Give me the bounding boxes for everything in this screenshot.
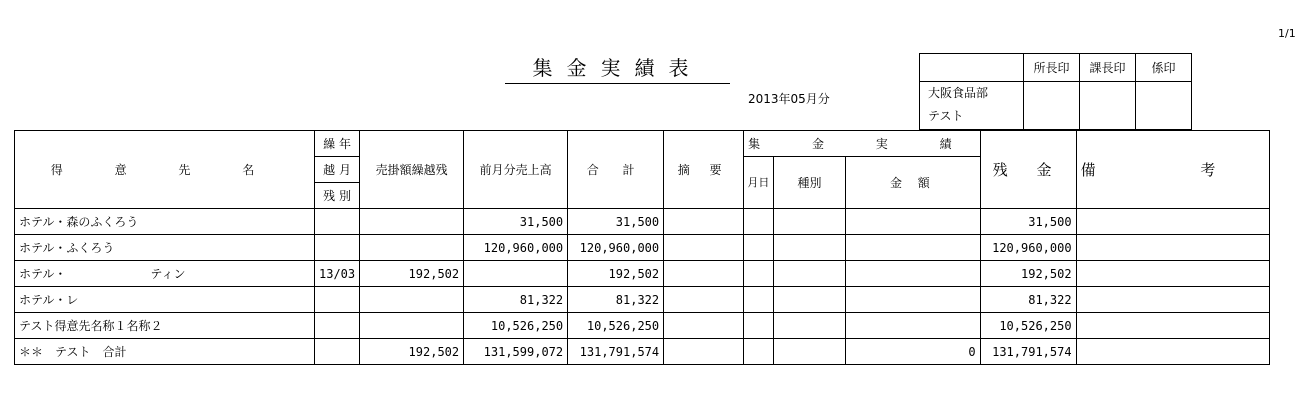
collection-table [14,130,1270,365]
header-balance: 残 金 [980,131,1076,209]
balance-value: 10,526,250 [980,313,1076,339]
table-row [15,209,1270,235]
type-value [773,261,846,287]
summary-value [664,235,744,261]
page-number: 1/1 [1278,27,1296,40]
month-day-value [744,235,774,261]
year-month [315,313,360,339]
year-month [315,287,360,313]
department-name: 大阪食品部 [928,86,989,100]
stamp-header-clerk: 係印 [1136,54,1192,82]
remarks-value [1076,209,1270,235]
table-row [15,235,1270,261]
person-name: テスト [928,109,964,123]
ar-carry-value [360,313,464,339]
header-carry-line1: 繰 年 [315,131,360,157]
year-month [315,235,360,261]
month-day-value [744,209,774,235]
summary-value [664,339,744,365]
month-day-value [744,313,774,339]
ar-carry-value [360,287,464,313]
table-row [15,287,1270,313]
total-value: 31,500 [568,209,664,235]
year-month [315,339,360,365]
balance-value: 31,500 [980,209,1076,235]
summary-value [664,313,744,339]
customer-name: ホテル・ふくろう [15,235,315,261]
year-month: 13/03 [315,261,360,287]
approval-box [919,53,1192,130]
amount-value [846,313,980,339]
remarks-value [1076,313,1270,339]
remarks-value [1076,339,1270,365]
report-title: 集金実績表 [505,55,730,84]
ar-carry-value [360,209,464,235]
remarks-value [1076,287,1270,313]
prev-sales-value: 10,526,250 [464,313,568,339]
balance-value: 192,502 [980,261,1076,287]
year-month [315,209,360,235]
remarks-value [1076,261,1270,287]
balance-value: 131,791,574 [980,339,1076,365]
remarks-value [1076,235,1270,261]
approval-blank-cell [920,54,1024,82]
header-type: 種別 [773,157,846,209]
amount-value: 0 [846,339,980,365]
ar-carry-value [360,235,464,261]
stamp-box-manager [1024,82,1080,130]
header-carry-line3: 残 別 [315,183,360,209]
total-value: 192,502 [568,261,664,287]
header-prev-sales: 前月分売上高 [464,131,568,209]
month-day-value [744,287,774,313]
header-ar-carry: 売掛額繰越残 [360,131,464,209]
prev-sales-value [464,261,568,287]
type-value [773,313,846,339]
department-cell [920,82,1024,130]
ar-carry-value: 192,502 [360,261,464,287]
prev-sales-value: 81,322 [464,287,568,313]
month-day-value [744,339,774,365]
prev-sales-value: 131,599,072 [464,339,568,365]
amount-value [846,287,980,313]
balance-value: 120,960,000 [980,235,1076,261]
customer-name: テスト得意先名称１名称２ [15,313,315,339]
customer-name: ＊＊ テスト 合計 [15,339,315,365]
summary-value [664,287,744,313]
header-total: 合 計 [568,131,664,209]
customer-name: ホテル・レ [15,287,315,313]
customer-name: ホテル・森のふくろう [15,209,315,235]
header-collection: 集 金 実 績 [744,131,980,157]
stamp-header-section-chief: 課長印 [1080,54,1136,82]
header-remarks: 備 考 [1076,131,1270,209]
stamp-box-section-chief [1080,82,1136,130]
total-value: 120,960,000 [568,235,664,261]
header-carry-line2: 越 月 [315,157,360,183]
type-value [773,209,846,235]
amount-value [846,209,980,235]
table-row [15,313,1270,339]
amount-value [846,235,980,261]
summary-value [664,209,744,235]
amount-value [846,261,980,287]
prev-sales-value: 31,500 [464,209,568,235]
total-value: 131,791,574 [568,339,664,365]
type-value [773,235,846,261]
total-value: 10,526,250 [568,313,664,339]
header-customer: 得 意 先 名 [15,131,315,209]
report-period: 2013年05月分 [748,92,830,106]
header-summary: 摘 要 [664,131,744,209]
stamp-header-manager: 所長印 [1024,54,1080,82]
table-row [15,261,1270,287]
total-row [15,339,1270,365]
summary-value [664,261,744,287]
type-value [773,339,846,365]
header-amount: 金 額 [846,157,980,209]
customer-name: ホテル・ ティン [15,261,315,287]
header-month-day: 月日 [744,157,774,209]
ar-carry-value: 192,502 [360,339,464,365]
type-value [773,287,846,313]
balance-value: 81,322 [980,287,1076,313]
month-day-value [744,261,774,287]
prev-sales-value: 120,960,000 [464,235,568,261]
total-value: 81,322 [568,287,664,313]
stamp-box-clerk [1136,82,1192,130]
